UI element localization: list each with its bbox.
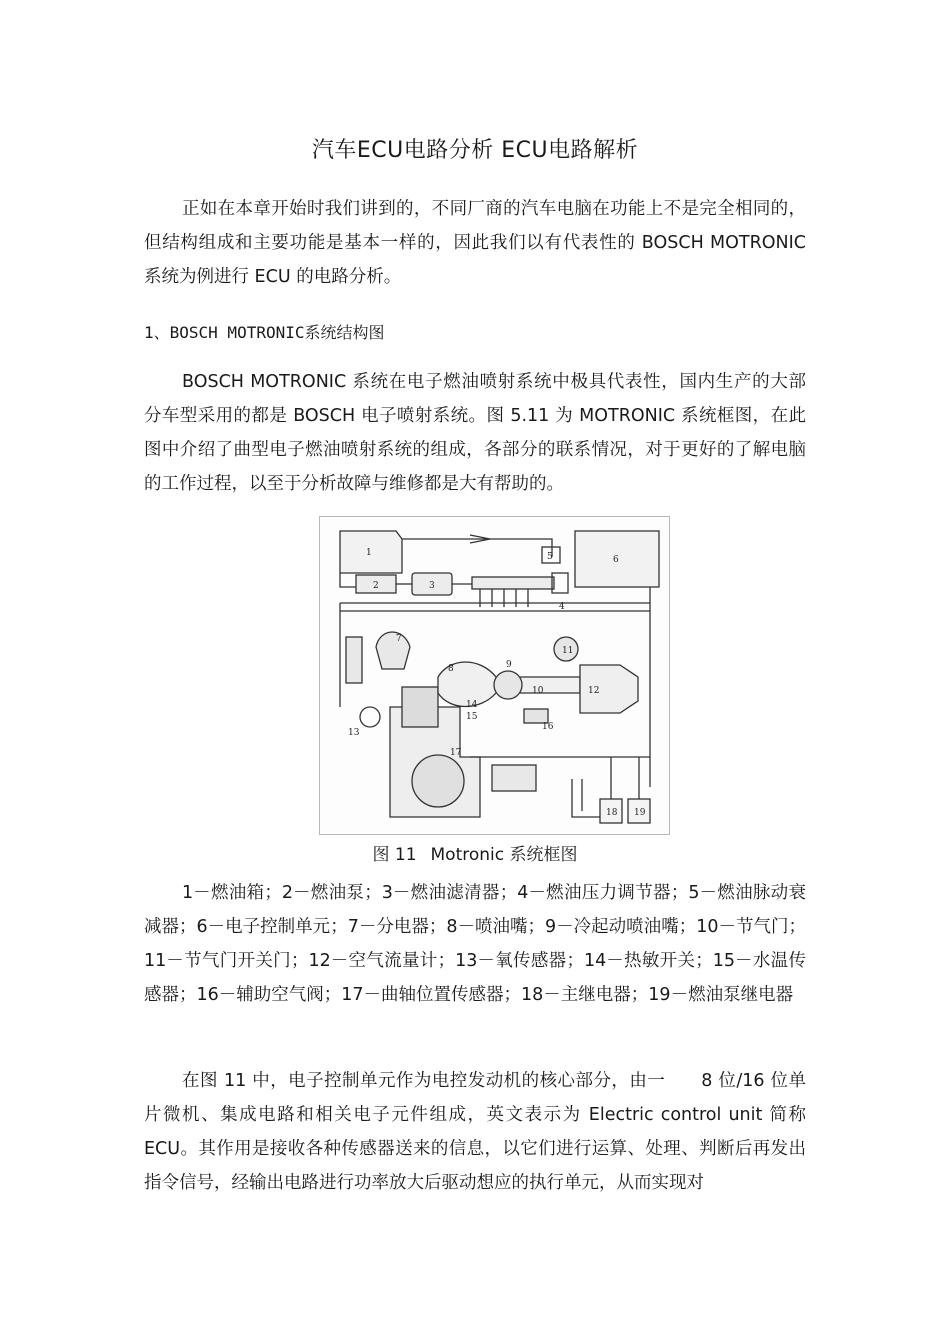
- cylinder: [402, 687, 438, 727]
- component-label-19: 19: [634, 808, 646, 818]
- component-label-6: 6: [613, 555, 619, 565]
- crankshaft: [412, 755, 464, 807]
- component-label-2: 2: [373, 581, 379, 591]
- distributor: [376, 632, 410, 669]
- section-heading-number: 1、BOSCH MOTRONIC: [144, 323, 305, 342]
- battery: [492, 765, 536, 791]
- throttle-body: [494, 671, 522, 699]
- tank-to-pump: [340, 573, 356, 587]
- component-label-9: 9: [506, 660, 512, 670]
- component-label-5: 5: [547, 552, 553, 562]
- auxiliary-air-valve: [524, 709, 548, 723]
- component-label-4: 4: [559, 602, 565, 612]
- ignition-coil: [346, 637, 362, 683]
- component-label-3: 3: [429, 581, 435, 591]
- figure-caption: [0, 842, 950, 868]
- component-label-14: 14: [466, 700, 478, 710]
- component-label-15: 15: [466, 712, 478, 722]
- figure-legend: 1－燃油箱；2－燃油泵；3－燃油滤清器；4－燃油压力调节器；5－燃油脉动衰减器；6－电子控制单元；7－分电器；8－喷油嘴；9－冷起动喷油嘴；10－节气门；11－节气门开关门；12－空气流量计；13－氧传感器；14－热敏开关；15－水温传感器；16－辅助空气阀；17－曲轴位置传感器；18－主继电器；19－燃油泵继电器: [144, 883, 806, 1005]
- figure-caption-number: 图 11: [372, 845, 417, 865]
- component-label-16: 16: [542, 722, 554, 732]
- figure-caption-text: Motronic 系统框图: [430, 845, 578, 865]
- intro-paragraph: 正如在本章开始时我们讲到的，不同厂商的汽车电脑在功能上不是完全相同的，但结构组成和主要功能是基本一样的，因此我们以有代表性的 BOSCH MOTRONIC 系统为例进行 ECU 的电路分析。: [144, 199, 806, 287]
- component-label-7: 7: [396, 634, 402, 644]
- document-title: 汽车ECU电路分析 ECU电路解析: [311, 138, 639, 163]
- fuel-rail: [472, 577, 554, 589]
- section-paragraph: BOSCH MOTRONIC 系统在电子燃油喷射系统中极具代表性，国内生产的大部分车型采用的都是 BOSCH 电子喷射系统。图 5.11 为 MOTRONIC 系统框图，在此图中介绍了曲型电子燃油喷射系统的组成，各部分的联系情况，对于更好的了解电脑的工作过程，以至于分析故障与维修都是大有帮助的。: [144, 372, 806, 494]
- motronic-diagram: [319, 516, 670, 835]
- section-heading: [144, 318, 385, 348]
- component-label-13: 13: [348, 728, 360, 738]
- component-label-8: 8: [448, 664, 454, 674]
- component-label-12: 12: [588, 686, 600, 696]
- oxygen-sensor: [360, 707, 380, 727]
- component-label-18: 18: [606, 808, 618, 818]
- motronic-diagram-drawing: [320, 517, 669, 834]
- component-label-10: 10: [532, 686, 544, 696]
- component-label-11: 11: [562, 646, 574, 656]
- component-label-1: 1: [366, 548, 372, 558]
- ecu-paragraph: 在图 11 中，电子控制单元作为电控发动机的核心部分，由一 8 位/16 位单片微机、集成电路和相关电子元件组成，英文表示为 Electric control unit 简称 ECU。其作用是接收各种传感器送来的信息，以它们进行运算、处理、判断后再发出指令信号，经输出电路进行功率放大后驱动想应的执行单元，从而实现对: [144, 1071, 806, 1193]
- component-label-17: 17: [450, 748, 462, 758]
- section-heading-text: 系统结构图: [304, 323, 385, 342]
